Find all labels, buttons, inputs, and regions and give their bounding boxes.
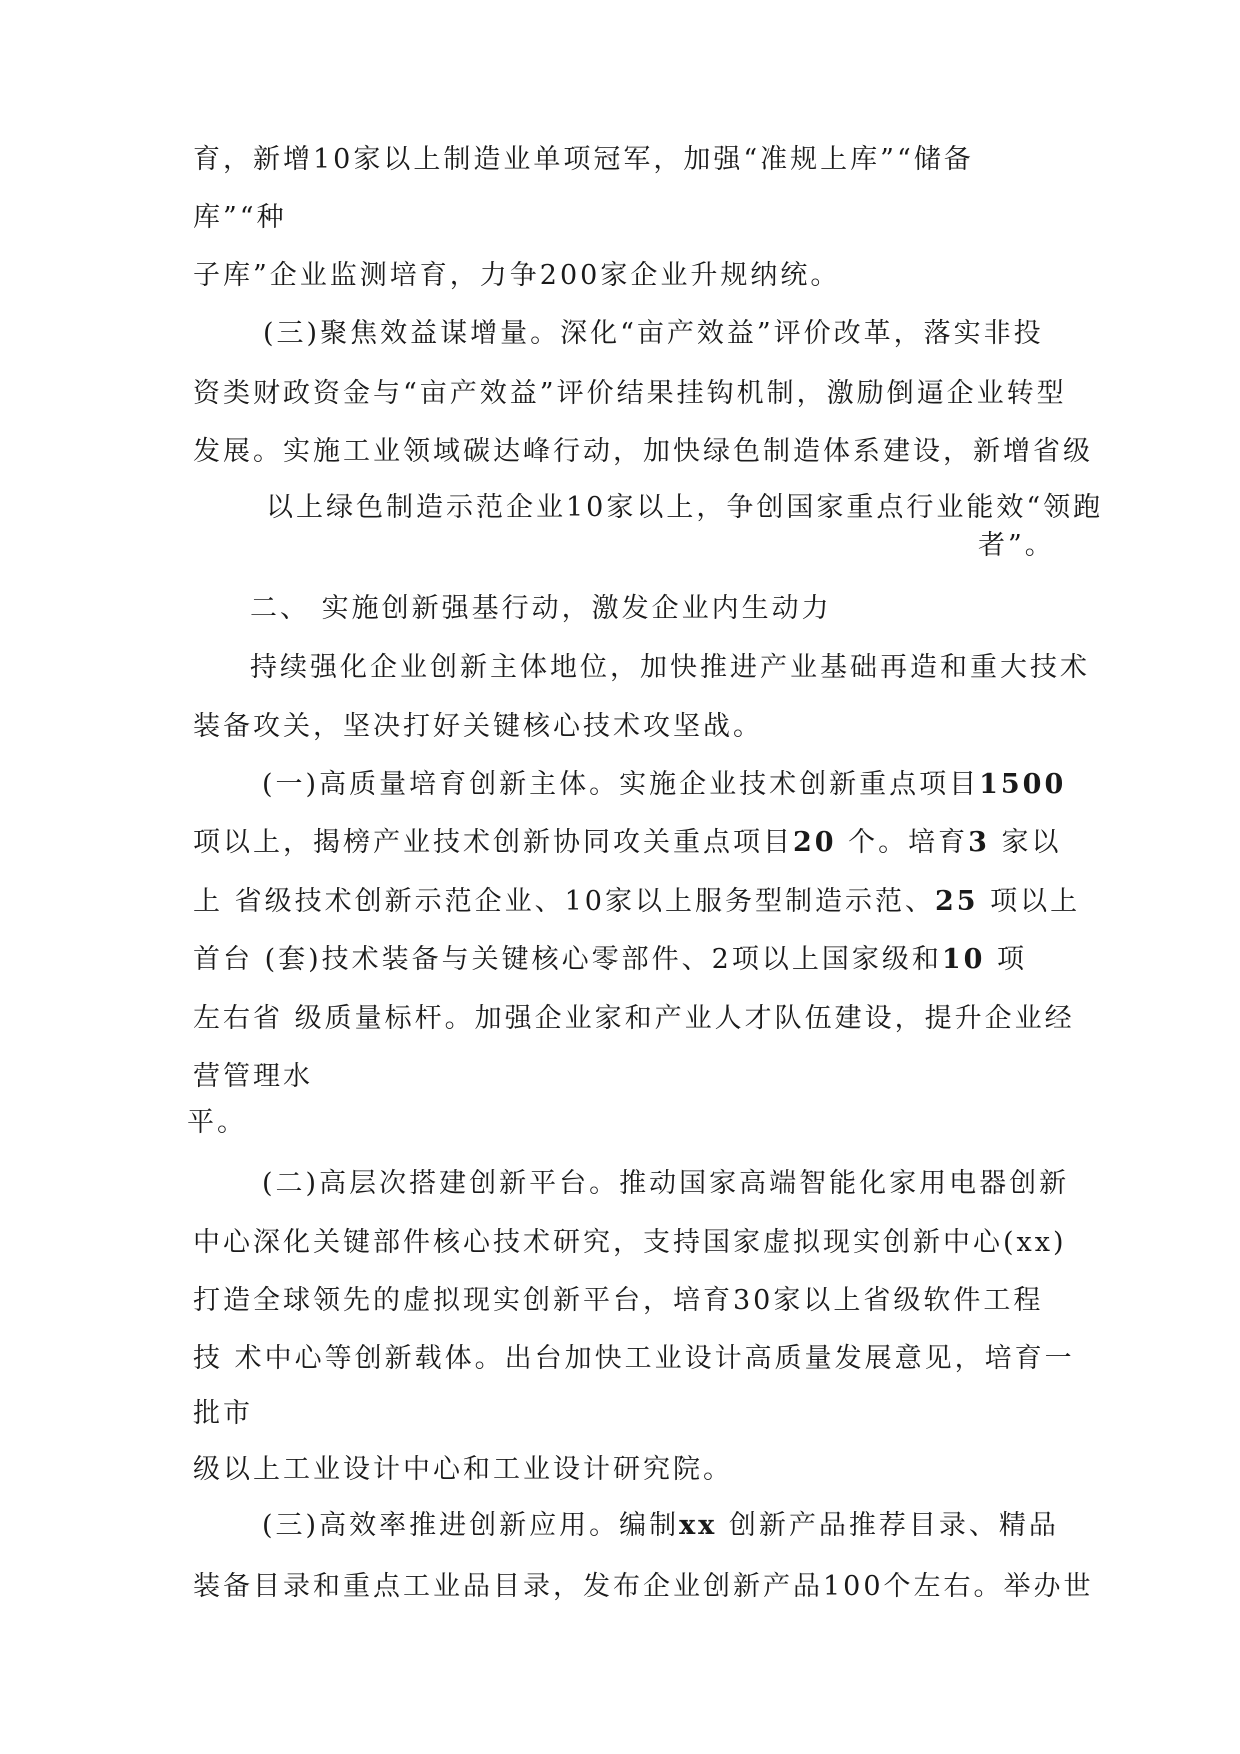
text-run: (一)高质量培育创新主体。实施企业技术创新重点项目 [262,769,980,800]
text-line: 子库”企业监测培育，力争200家企业升规纳统。 [193,260,841,291]
text-run: 首台 (套)技术装备与关键核心零部件、2项以上国家级和 [193,944,942,975]
text-run: 家以 [989,827,1062,858]
text-run: 上 省级技术创新示范企业、10家以上服务型制造示范、 [193,886,935,917]
text-line [262,1508,1059,1544]
text-run: 创新产品推荐目录、精品 [717,1510,1059,1541]
number: 10 [941,944,986,975]
section-heading: 二、 实施创新强基行动，激发企业内生动力 [250,593,832,624]
number: 20 [793,827,837,858]
text-run: 项以上 [978,886,1081,917]
number: 25 [934,886,979,917]
text-line [193,942,1027,978]
code: xx [679,1510,718,1541]
text-line: 育，新增10家以上制造业单项冠军，加强“准规上库”“储备 [193,144,974,175]
number: 3 [968,827,990,858]
text-line: 装备目录和重点工业品目录，发布企业创新产品100个左右。举办世 [193,1571,1094,1602]
text-line: 左右省 级质量标杆。加强企业家和产业人才队伍建设，提升企业经 [193,1003,1075,1034]
text-line: (二)高层次搭建创新平台。推动国家高端智能化家用电器创新 [262,1168,1070,1199]
text-line [193,884,1080,920]
number: 1500 [979,769,1067,800]
text-line: 批市 [193,1398,253,1429]
text-line: 库”“种 [193,202,287,233]
text-line [193,825,1062,861]
text-line: 以上绿色制造示范企业10家以上，争创国家重点行业能效“领跑 [266,492,1104,523]
text-line: 平。 [187,1107,247,1138]
text-line: 发展。实施工业领域碳达峰行动，加快绿色制造体系建设，新增省级 [193,436,1093,467]
text-line: 者”。 [978,530,1055,561]
text-line: 级以上工业设计中心和工业设计研究院。 [193,1454,733,1485]
text-line: 技 术中心等创新载体。出台加快工业设计高质量发展意见，培育一 [193,1343,1075,1374]
text-line: 资类财政资金与“亩产效益”评价结果挂钩机制，激励倒逼企业转型 [193,378,1067,409]
text-line: 打造全球领先的虚拟现实创新平台，培育30家以上省级软件工程 [193,1285,1044,1316]
text-run: (三)高效率推进创新应用。编制 [262,1510,680,1541]
text-line [262,767,1066,803]
text-line: 营管理水 [193,1061,313,1092]
text-run: 项以上，揭榜产业技术创新协同攻关重点项目 [193,827,793,858]
text-line: 装备攻关，坚决打好关键核心技术攻坚战。 [193,711,763,742]
text-line: (三)聚焦效益谋增量。深化“亩产效益”评价改革，落实非投 [263,318,1044,349]
text-run: 项 [985,944,1027,975]
text-line: 持续强化企业创新主体地位，加快推进产业基础再造和重大技术 [250,652,1090,683]
text-run: 个。培育 [836,827,969,858]
text-line: 中心深化关键部件核心技术研究，支持国家虚拟现实创新中心(xx) [193,1227,1067,1258]
